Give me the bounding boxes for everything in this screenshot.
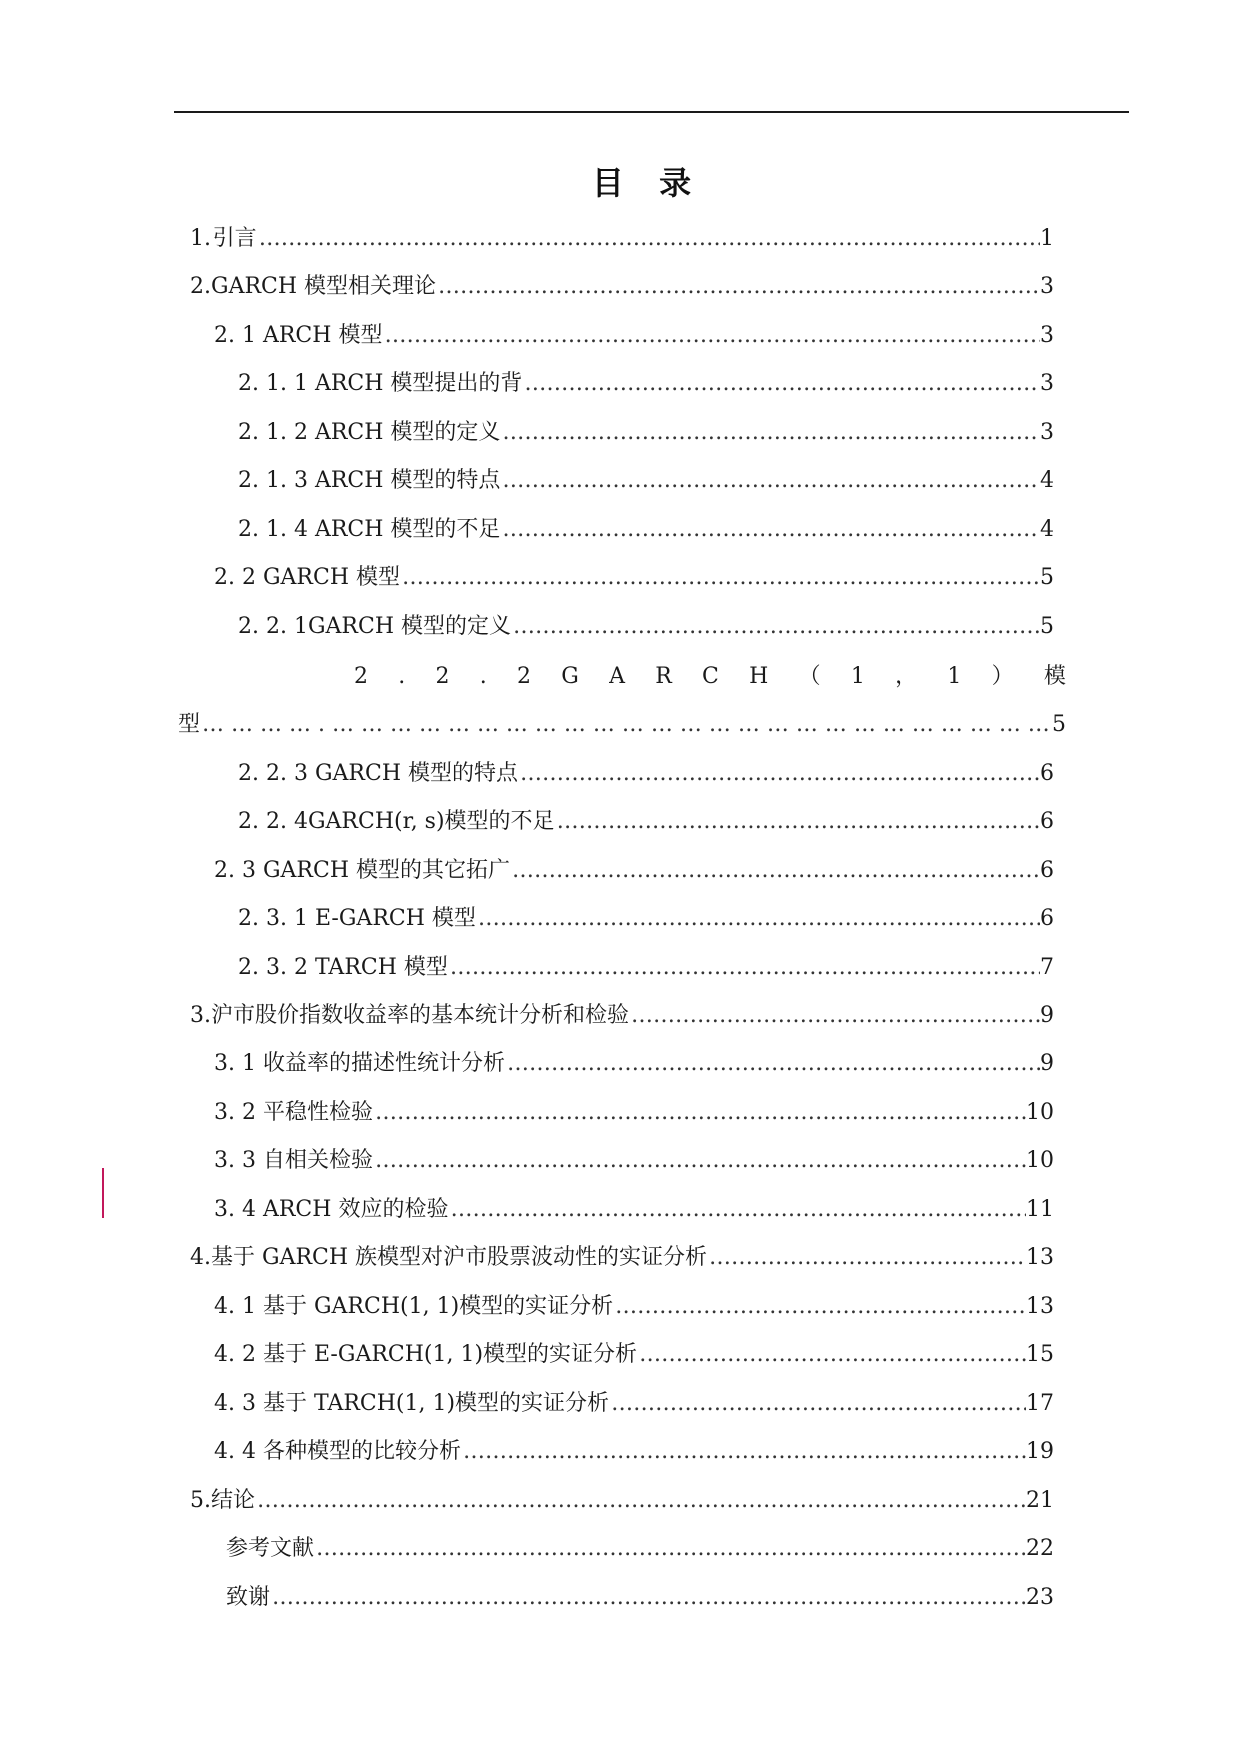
toc-entry-2-2[interactable] [214,561,1054,595]
toc-entry-title: 2. 2. 3 GARCH 模型的特点 [238,761,518,786]
toc-entry-page: 19 [1026,1439,1054,1464]
toc-entry-2-2-1[interactable] [238,610,1054,644]
toc-entry-page: 13 [1026,1294,1054,1319]
toc-entry-title: 4. 3 基于 TARCH(1, 1)模型的实证分析 [214,1391,610,1416]
toc-entry-page: 6 [1040,761,1054,786]
toc-entry-page: 10 [1026,1148,1054,1173]
toc-entry-4-1[interactable] [214,1290,1054,1324]
toc-dot-leader [476,902,1040,936]
toc-entry-title: 基于 GARCH 族模型对沪市股票波动性的实证分析 [211,1245,708,1270]
toc-dot-leader [707,1241,1026,1275]
toc-entry-number: 2. [190,274,211,299]
toc-char: H [749,664,769,689]
toc-entry-title: 2. 1. 2 ARCH 模型的定义 [238,420,501,445]
toc-entry-title: 2. 2. 4GARCH(r, s)模型的不足 [238,809,555,834]
toc-entry-page: 9 [1040,1003,1054,1028]
toc-entry-page: 3 [1040,323,1054,348]
toc-entry-title: 致谢 [226,1585,271,1610]
toc-entry-title: 沪市股价指数收益率的基本统计分析和检验 [211,1003,630,1028]
toc-dot-leader [270,1581,1026,1615]
toc-entry-title: 型 [178,712,201,737]
toc-entry-title: 2. 1 ARCH 模型 [214,323,383,348]
toc-char: （ [798,664,821,689]
toc-entry-title: 3. 3 自相关检验 [214,1148,373,1173]
toc-dot-leader [522,367,1040,401]
revision-marker [102,1168,104,1218]
toc-entry-title: 引言 [212,226,257,251]
toc-dot-leader [613,1290,1026,1324]
toc-entry-number: 1. [190,226,211,251]
toc-dot-leader [373,1144,1026,1178]
toc-char: 2 [517,664,531,689]
toc-entry-title: 4. 4 各种模型的比较分析 [214,1439,461,1464]
toc-dot-leader [505,1047,1040,1081]
toc-entry-page: 6 [1040,809,1054,834]
toc-entry-4[interactable] [190,1241,1054,1275]
header-rule [174,111,1129,113]
toc-entry-2-3[interactable] [214,854,1054,888]
toc-entry-page: 21 [1026,1488,1054,1513]
toc-dot-leader [200,708,1052,742]
toc-entry-title: 2. 3. 2 TARCH 模型 [238,955,448,980]
toc-dot-leader [314,1532,1026,1566]
toc-entry-2-1-2[interactable] [238,416,1054,450]
toc-entry-1[interactable] [190,222,1054,256]
toc-entry-title: 4. 2 基于 E-GARCH(1, 1)模型的实证分析 [214,1342,638,1367]
toc-char: R [655,664,672,689]
toc-entry-page: 9 [1040,1051,1054,1076]
toc-entry-title: 3. 1 收益率的描述性统计分析 [214,1051,505,1076]
toc-entry-number: 3. [190,1003,211,1028]
toc-char: ） [991,664,1014,689]
toc-entry-page: 3 [1040,420,1054,445]
toc-dot-leader [500,464,1040,498]
toc-entry-title: 2. 1. 4 ARCH 模型的不足 [238,517,501,542]
toc-char: 1 [850,664,865,689]
toc-entry-page: 15 [1026,1342,1054,1367]
toc-dot-leader [555,805,1040,839]
toc-entry-3-3[interactable] [214,1144,1054,1178]
toc-entry-2-2-3[interactable] [238,757,1054,791]
toc-dot-leader [373,1096,1026,1130]
toc-char: 模 [1043,664,1066,689]
toc-entry-page: 1 [1040,226,1054,251]
toc-entry-2-2-2-line2[interactable] [178,708,1066,742]
toc-entry-number: 5. [190,1488,211,1513]
toc-entry-page: 7 [1040,955,1054,980]
toc-entry-page: 17 [1026,1391,1054,1416]
toc-entry-3[interactable] [190,999,1054,1033]
toc-entry-3-2[interactable] [214,1096,1054,1130]
toc-dot-leader [629,999,1040,1033]
toc-entry-title: 2. 1. 3 ARCH 模型的特点 [238,468,501,493]
toc-entry-page: 10 [1026,1100,1054,1125]
toc-entry-4-2[interactable] [214,1338,1054,1372]
toc-dot-leader [510,854,1040,888]
toc-entry-title: 参考文献 [226,1536,315,1561]
page-title: 目 录 [591,164,704,202]
toc-entry-number: 4. [190,1245,211,1270]
toc-entry-title: 2. 1. 1 ARCH 模型提出的背 [238,371,523,396]
toc-entry-page: 23 [1026,1585,1054,1610]
toc-entry-2[interactable] [190,270,1054,304]
toc-entry-title: 3. 4 ARCH 效应的检验 [214,1197,449,1222]
toc-dot-leader [382,319,1040,353]
toc-entry-2-1[interactable] [214,319,1054,353]
toc-entry-page: 22 [1026,1536,1054,1561]
toc-entry-page: 5 [1040,565,1054,590]
toc-dot-leader [436,270,1040,304]
toc-char: 2 [435,664,450,689]
toc-entry-title: 2. 2 GARCH 模型 [214,565,401,590]
toc-entry-3-4[interactable] [214,1193,1054,1227]
toc-char: G [561,664,579,689]
toc-entry-title: 2. 2. 1GARCH 模型的定义 [238,614,512,639]
toc-char: A [609,664,625,689]
toc-entry-page: 5 [1040,614,1054,639]
toc-entry-title: 2. 3 GARCH 模型的其它拓广 [214,858,511,883]
toc-entry-references[interactable] [226,1532,1054,1566]
toc-entry-acknowledgements[interactable] [226,1581,1054,1615]
toc-char: C [702,664,719,689]
toc-dot-leader [400,561,1040,595]
toc-dot-leader [500,513,1040,547]
toc-entry-page: 4 [1040,517,1054,542]
toc-dot-leader [637,1338,1026,1372]
toc-entry-3-1[interactable] [214,1047,1054,1081]
toc-entry-page: 3 [1040,274,1054,299]
toc-entry-title: 3. 2 平稳性检验 [214,1100,373,1125]
toc-entry-title: 4. 1 基于 GARCH(1, 1)模型的实证分析 [214,1294,614,1319]
toc-entry-page: 13 [1026,1245,1054,1270]
toc-entry-2-3-2[interactable] [238,951,1054,985]
toc-entry-2-1-1[interactable] [238,367,1054,401]
toc-entry-title: 结论 [211,1488,256,1513]
toc-entry-2-2-4[interactable] [238,805,1054,839]
toc-entry-page: 6 [1040,858,1054,883]
toc-entry-title: 2. 3. 1 E-GARCH 模型 [238,906,476,931]
toc-entry-2-1-4[interactable] [238,513,1054,547]
toc-entry-5[interactable] [190,1484,1054,1518]
toc-entry-page: 11 [1026,1197,1054,1222]
toc-dot-leader [609,1387,1026,1421]
toc-entry-4-3[interactable] [214,1387,1054,1421]
toc-entry-2-2-2-line1[interactable] [354,660,1066,694]
toc-entry-2-1-3[interactable] [238,464,1054,498]
toc-entry-title: GARCH 模型相关理论 [211,274,437,299]
toc-dot-leader [500,416,1040,450]
toc-dot-leader [511,610,1040,644]
toc-char: 2 [354,664,368,689]
toc-char: ， [895,664,918,689]
toc-dot-leader [461,1435,1026,1469]
toc-char: . [398,664,406,689]
toc-char: 1 [947,664,962,689]
toc-dot-leader [255,1484,1026,1518]
toc-entry-2-3-1[interactable] [238,902,1054,936]
toc-entry-page: 3 [1040,371,1054,396]
toc-entry-4-4[interactable] [214,1435,1054,1469]
toc-char: . [479,664,487,689]
toc-entry-page: 4 [1040,468,1054,493]
toc-dot-leader [448,951,1040,985]
toc-entry-page: 5 [1052,712,1066,737]
toc-dot-leader [257,222,1040,256]
toc-entry-page: 6 [1040,906,1054,931]
toc-dot-leader [448,1193,1026,1227]
toc-dot-leader [518,757,1040,791]
